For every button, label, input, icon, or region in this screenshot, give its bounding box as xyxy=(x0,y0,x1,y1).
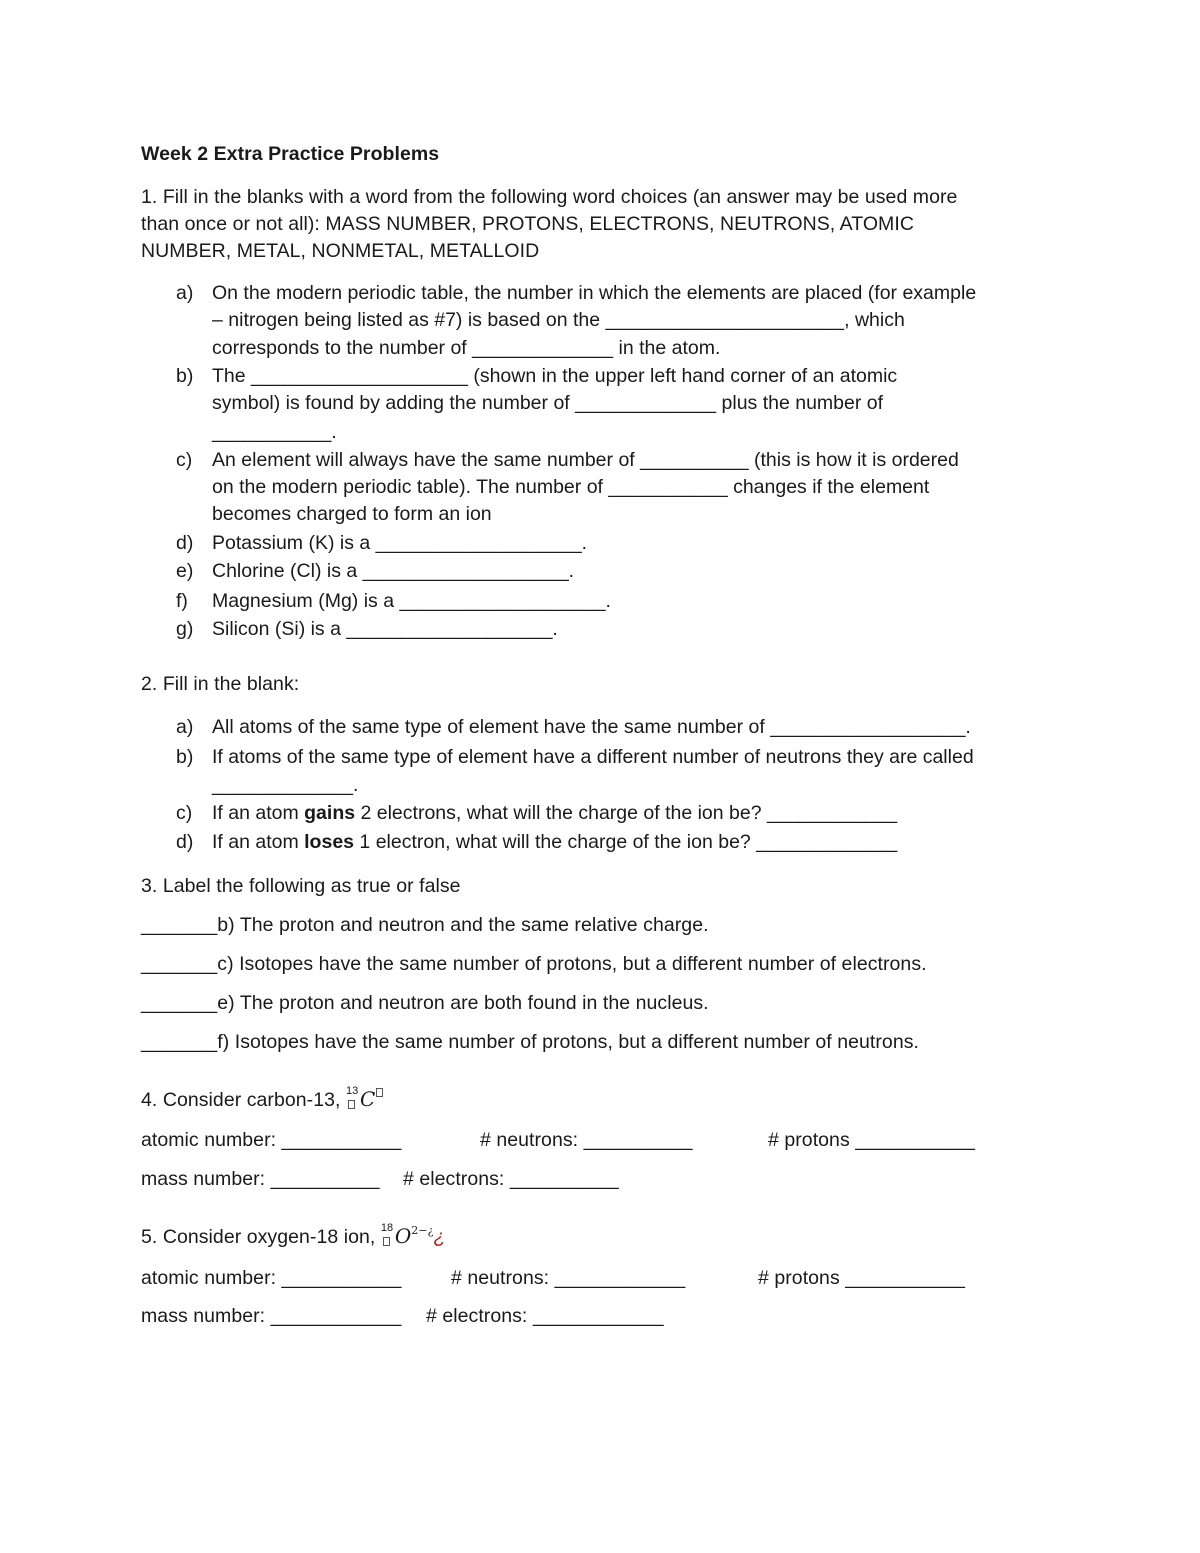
q2c-post: 2 electrons, what will the charge of the ion be? ____________ xyxy=(355,802,898,824)
q1a-line-3: corresponds to the number of _____________ in the atom. xyxy=(212,337,721,359)
q1a-line-1: On the modern periodic table, the number in which the elements are placed (for example xyxy=(212,282,977,304)
q5-atomic-number: atomic number: ___________ xyxy=(141,1267,402,1289)
page-title: Week 2 Extra Practice Problems xyxy=(141,143,440,165)
q1a-label: a) xyxy=(176,282,194,304)
q2a-line: All atoms of the same type of element have the same number of __________________. xyxy=(212,716,971,738)
q5-intro-line xyxy=(141,1223,446,1253)
q1c-line-2: on the modern periodic table). The number of ___________ changes if the element xyxy=(212,476,930,498)
q3-intro: 3. Label the following as true or false xyxy=(141,875,461,897)
placeholder-box-icon xyxy=(376,1088,383,1097)
q5-neutrons: # neutrons: ____________ xyxy=(451,1267,686,1289)
q3-item-b: _______b) The proton and neutron and the same relative charge. xyxy=(141,914,709,936)
q1g-line: Silicon (Si) is a ___________________. xyxy=(212,618,558,640)
q1g-label: g) xyxy=(176,618,194,640)
q1c-line-1: An element will always have the same number of __________ (this is how it is ordered xyxy=(212,449,959,471)
q5-electrons: # electrons: ____________ xyxy=(426,1305,664,1327)
q4-intro: 4. Consider carbon-13, xyxy=(141,1089,346,1111)
q2d-bold: loses xyxy=(304,831,355,853)
q5-mass-number: mass number: ____________ xyxy=(141,1305,402,1327)
q4-atomic-number: atomic number: ___________ xyxy=(141,1129,402,1151)
q2c-bold: gains xyxy=(304,802,356,824)
q2b-label: b) xyxy=(176,746,194,768)
q5-isotope-prefix xyxy=(381,1223,395,1249)
q1d-label: d) xyxy=(176,532,194,554)
q4-mass-number: mass number: __________ xyxy=(141,1168,380,1190)
q5-inverted-question: ¿ xyxy=(433,1226,446,1248)
q5-symbol: O xyxy=(394,1224,412,1248)
q5-charge: 2−¿ xyxy=(411,1224,434,1237)
q1-intro-line-3: NUMBER, METAL, NONMETAL, METALLOID xyxy=(141,240,540,262)
q3-item-e: _______e) The proton and neutron are both found in the nucleus. xyxy=(141,992,709,1014)
q1d-line: Potassium (K) is a ___________________. xyxy=(212,532,588,554)
placeholder-box-icon xyxy=(348,1100,355,1109)
q2c-label: c) xyxy=(176,802,193,824)
q1a-line-2: – nitrogen being listed as #7) is based on the ______________________, which xyxy=(212,309,905,331)
q2c-line xyxy=(212,800,897,826)
q4-intro-line xyxy=(141,1086,384,1113)
q3-item-f: _______f) Isotopes have the same number of protons, but a different number of neutrons. xyxy=(141,1031,919,1053)
q2c-pre: If an atom xyxy=(212,802,305,824)
q1b-line-1: The ____________________ (shown in the upper left hand corner of an atomic xyxy=(212,365,898,387)
q2d-line xyxy=(212,829,897,855)
q2b-line-2: _____________. xyxy=(212,774,359,796)
q2-intro: 2. Fill in the blank: xyxy=(141,673,300,695)
q5-intro: 5. Consider oxygen-18 ion, xyxy=(141,1226,381,1248)
q1b-line-2: symbol) is found by adding the number of _____________ plus the number of xyxy=(212,392,884,414)
q1e-label: e) xyxy=(176,560,194,582)
q5-protons: # protons ___________ xyxy=(758,1267,966,1289)
q1f-label: f) xyxy=(176,590,188,612)
placeholder-box-icon xyxy=(383,1237,390,1246)
q2a-label: a) xyxy=(176,716,194,738)
q2d-post: 1 electron, what will the charge of the ion be? _____________ xyxy=(354,831,898,853)
q5-mass-superscript: 18 xyxy=(380,1222,394,1234)
q4-protons: # protons ___________ xyxy=(768,1129,976,1151)
q4-mass-superscript: 13 xyxy=(345,1085,359,1097)
q1b-line-3: ___________. xyxy=(212,421,337,443)
q1-intro-line-2: than once or not all): MASS NUMBER, PROTONS, ELECTRONS, NEUTRONS, ATOMIC xyxy=(141,213,914,235)
q1c-label: c) xyxy=(176,449,193,471)
q4-neutrons: # neutrons: __________ xyxy=(480,1129,693,1151)
q3-item-c: _______c) Isotopes have the same number of protons, but a different number of electrons. xyxy=(141,953,927,975)
q1c-line-3: becomes charged to form an ion xyxy=(212,503,492,525)
q4-electrons: # electrons: __________ xyxy=(403,1168,619,1190)
q4-isotope-prefix xyxy=(346,1086,360,1112)
q1-intro-line-1: 1. Fill in the blanks with a word from the following word choices (an answer may be used more xyxy=(141,186,958,208)
q2d-pre: If an atom xyxy=(212,831,305,853)
q2b-line-1: If atoms of the same type of element have a different number of neutrons they are called xyxy=(212,746,974,768)
q4-symbol: C xyxy=(359,1087,376,1111)
q1b-label: b) xyxy=(176,365,194,387)
q1e-line: Chlorine (Cl) is a ___________________. xyxy=(212,560,575,582)
q2d-label: d) xyxy=(176,831,194,853)
q1f-line: Magnesium (Mg) is a ___________________. xyxy=(212,590,611,612)
